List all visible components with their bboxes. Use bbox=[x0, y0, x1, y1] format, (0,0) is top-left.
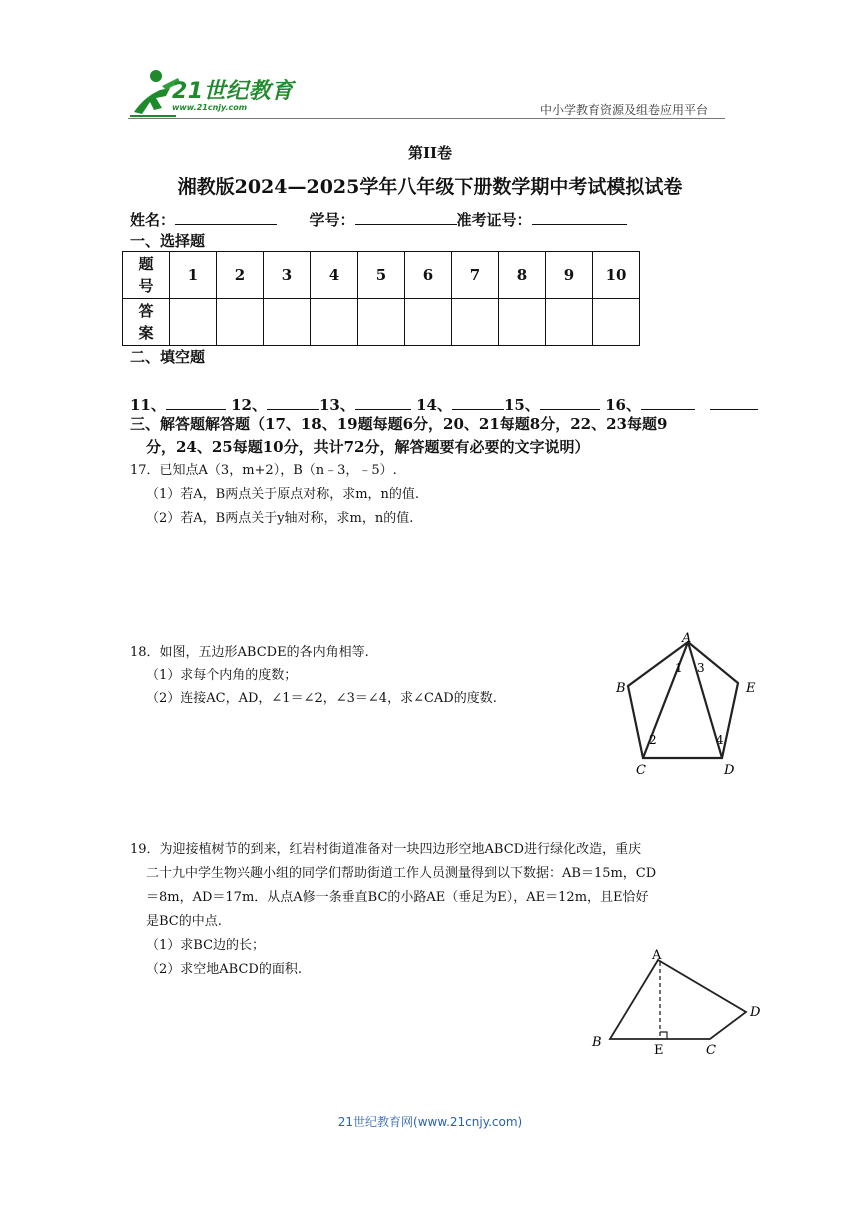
name-blank[interactable] bbox=[175, 210, 277, 225]
figure-label: A bbox=[682, 631, 692, 646]
fill-blank[interactable] bbox=[641, 395, 695, 410]
angle-label: 1 bbox=[675, 661, 683, 675]
answer-cell[interactable] bbox=[499, 299, 546, 346]
answer-cell[interactable] bbox=[405, 299, 452, 346]
table-cell-number: 8 bbox=[499, 252, 546, 299]
q18-part1: （1）求每个内角的度数； bbox=[146, 668, 298, 683]
answer-cell[interactable] bbox=[264, 299, 311, 346]
figure-label: C bbox=[706, 1043, 716, 1058]
student-info-line bbox=[130, 209, 627, 230]
angle-label: 3 bbox=[697, 661, 705, 675]
figure-label: E bbox=[654, 1043, 664, 1058]
answer-cell[interactable] bbox=[358, 299, 405, 346]
quadrilateral-figure bbox=[586, 944, 772, 1060]
figure-label: A bbox=[652, 948, 662, 963]
q19-line4: 是BC的中点. bbox=[146, 914, 222, 929]
answer-table bbox=[122, 251, 640, 346]
q18-stem: 18．如图，五边形ABCDE的各内角相等. bbox=[130, 645, 369, 660]
exam-number-label: 准考证号： bbox=[456, 211, 532, 229]
answer-cell[interactable] bbox=[546, 299, 593, 346]
table-cell-number: 6 bbox=[405, 252, 452, 299]
answer-cell[interactable] bbox=[593, 299, 640, 346]
figure-label: E bbox=[746, 681, 756, 696]
q19-line2: 二十九中学生物兴趣小组的同学们帮助街道工作人员测量得到以下数据：AB＝15m，CD bbox=[146, 866, 657, 881]
answer-cell[interactable] bbox=[311, 299, 358, 346]
table-cell-number: 1 bbox=[170, 252, 217, 299]
answer-cell[interactable] bbox=[452, 299, 499, 346]
q19-line3: ＝8m，AD＝17m．从点A修一条垂直BC的小路AE（垂足为E），AE＝12m，且E恰好 bbox=[146, 890, 649, 905]
answer-cell[interactable] bbox=[170, 299, 217, 346]
header-divider bbox=[128, 118, 725, 119]
answer-cell[interactable] bbox=[217, 299, 264, 346]
fill-blank[interactable] bbox=[166, 395, 226, 410]
fill-blank[interactable] bbox=[710, 395, 758, 410]
q17-stem: 17．已知点A（3，m+2），B（n﹣3，﹣5）. bbox=[130, 463, 397, 478]
table-cell-number: 4 bbox=[311, 252, 358, 299]
pentagon-figure bbox=[610, 628, 770, 778]
student-id-blank[interactable] bbox=[355, 210, 457, 225]
logo-url: www.21cnjy.com bbox=[172, 103, 248, 112]
q18-part2: （2）连接AC，AD，∠1＝∠2，∠3＝∠4，求∠CAD的度数. bbox=[146, 691, 497, 706]
figure-label: C bbox=[636, 763, 646, 778]
fill-blank[interactable] bbox=[355, 395, 411, 410]
page-title: 湘教版2024—2025学年八年级下册数学期中考试模拟试卷 bbox=[177, 176, 683, 198]
q19-part1: （1）求BC边的长； bbox=[146, 938, 266, 953]
fill-blank[interactable] bbox=[267, 395, 319, 410]
q19-part2: （2）求空地ABCD的面积. bbox=[146, 962, 302, 977]
section-solve-line1: 三、解答题解答题（17、18、19题每题6分，20、21每题8分，22、23每题9 bbox=[130, 415, 668, 433]
fill-item-label: 11、 bbox=[130, 396, 166, 414]
header-platform-text: 中小学教育资源及组卷应用平台 bbox=[540, 103, 709, 117]
figure-label: B bbox=[592, 1035, 602, 1050]
q17-part2: （2）若A，B两点关于y轴对称，求m，n的值. bbox=[146, 511, 414, 526]
fill-blank-line bbox=[130, 394, 758, 415]
table-cell-number: 10 bbox=[593, 252, 640, 299]
section-choice-heading: 一、选择题 bbox=[130, 232, 206, 250]
table-cell-number: 2 bbox=[217, 252, 264, 299]
student-id-label: 学号： bbox=[309, 211, 355, 229]
q17-part1: （1）若A，B两点关于原点对称，求m，n的值. bbox=[146, 487, 420, 502]
section-fill-heading: 二、填空题 bbox=[130, 348, 206, 366]
name-label: 姓名： bbox=[130, 211, 176, 229]
fill-item-label: 12、 bbox=[231, 396, 267, 414]
angle-label: 2 bbox=[649, 733, 657, 747]
exam-number-blank[interactable] bbox=[532, 210, 627, 225]
footer-link[interactable]: 21世纪教育网(www.21cnjy.com) bbox=[337, 1115, 523, 1129]
fill-item-label: 13、 bbox=[318, 396, 355, 414]
logo-text: 21世纪教育 bbox=[172, 79, 294, 104]
table-cell-number: 9 bbox=[546, 252, 593, 299]
section-solve-heading bbox=[130, 413, 740, 459]
angle-label: 4 bbox=[716, 733, 724, 747]
fill-item-label: 14、 bbox=[416, 396, 452, 414]
fill-item-label: 16、 bbox=[605, 396, 641, 414]
q19-line1: 19．为迎接植树节的到来，红岩村街道准备对一块四边形空地ABCD进行绿化改造，重庆 bbox=[130, 842, 642, 857]
volume-label: 第II卷 bbox=[407, 144, 453, 162]
fill-item-label: 15、 bbox=[503, 396, 540, 414]
table-header-number: 题号 bbox=[123, 252, 170, 299]
table-header-answer: 答案 bbox=[123, 299, 170, 346]
figure-label: D bbox=[750, 1005, 761, 1020]
figure-label: B bbox=[616, 681, 626, 696]
fill-blank[interactable] bbox=[540, 395, 600, 410]
figure-label: D bbox=[724, 763, 735, 778]
section-solve-line2: 分，24、25每题10分，共计72分，解答题要有必要的文字说明） bbox=[146, 438, 590, 456]
fill-blank[interactable] bbox=[452, 395, 504, 410]
table-cell-number: 5 bbox=[358, 252, 405, 299]
table-cell-number: 7 bbox=[452, 252, 499, 299]
table-cell-number: 3 bbox=[264, 252, 311, 299]
